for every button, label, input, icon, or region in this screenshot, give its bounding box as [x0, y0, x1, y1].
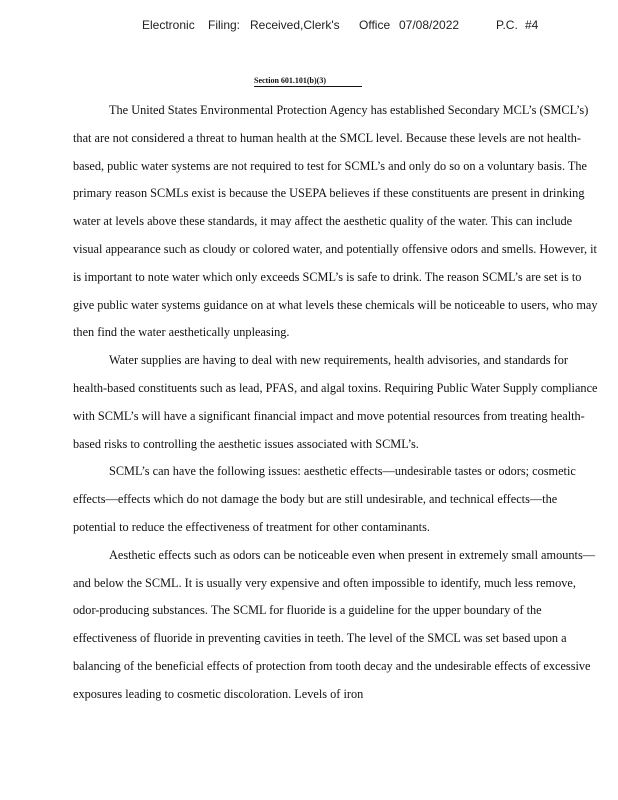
section-label: Section 601.101(b)(3): [254, 76, 362, 87]
paragraph-2: Water supplies are having to deal with new requirements, health advisories, and standards for health-based constituents such as lead, PFAS, and algal toxins. Requiring Public Water Supply compliance with SCML’s will have a significant financial impact and move potential resources from treating health-based risks to controlling the aesthetic issues associated with SCML’s.: [73, 353, 598, 451]
header-office: Office: [359, 18, 391, 32]
paragraph-3: SCML’s can have the following issues: aesthetic effects—undesirable tastes or odors; cosmetic effects—effects which do not damage the body but are still undesirable, and technical effects—the potential to reduce the effectiveness of treatment for other contaminants.: [73, 464, 576, 534]
filing-header: [0, 18, 618, 38]
header-pc-number: #4: [525, 18, 539, 32]
paragraph-1: The United States Environmental Protection Agency has established Secondary MCL’s (SMCL’s) that are not considered a threat to human health at the SMCL level. Because these levels are not health-based, public water systems are not required to test for SCML’s and only do so on a voluntary basis. The primary reason SCMLs exist is because the USEPA believes if these constituents are present in drinking water at levels above these standards, it may affect the aesthetic quality of the water. This can include visual appearance such as cloudy or colored water, and potentially offensive odors and smells. However, it is important to note water which only exceeds SCML’s is safe to drink. The reason SCML’s are set is to give public water systems guidance on at what levels these chemicals will be noticeable to users, who may then find the water aesthetically unpleasing.: [73, 103, 598, 340]
document-body: [73, 97, 603, 709]
header-filing: Filing:: [208, 18, 241, 32]
header-electronic: Electronic: [142, 18, 195, 32]
header-pc: P.C.: [496, 18, 518, 32]
paragraph-4: Aesthetic effects such as odors can be noticeable even when present in extremely small amounts—and below the SCML. It is usually very expensive and often impossible to identify, much less remove, odor-producing substances. The SCML for fluoride is a guideline for the upper boundary of the effectiveness of fluoride in preventing cavities in teeth. The level of the SMCL was set based upon a balancing of the beneficial effects of protection from tooth decay and the undesirable effects of excessive exposures leading to cosmetic discoloration. Levels of iron: [73, 547, 596, 701]
header-date: 07/08/2022: [399, 18, 460, 32]
header-received: Received,Clerk's: [250, 18, 340, 32]
